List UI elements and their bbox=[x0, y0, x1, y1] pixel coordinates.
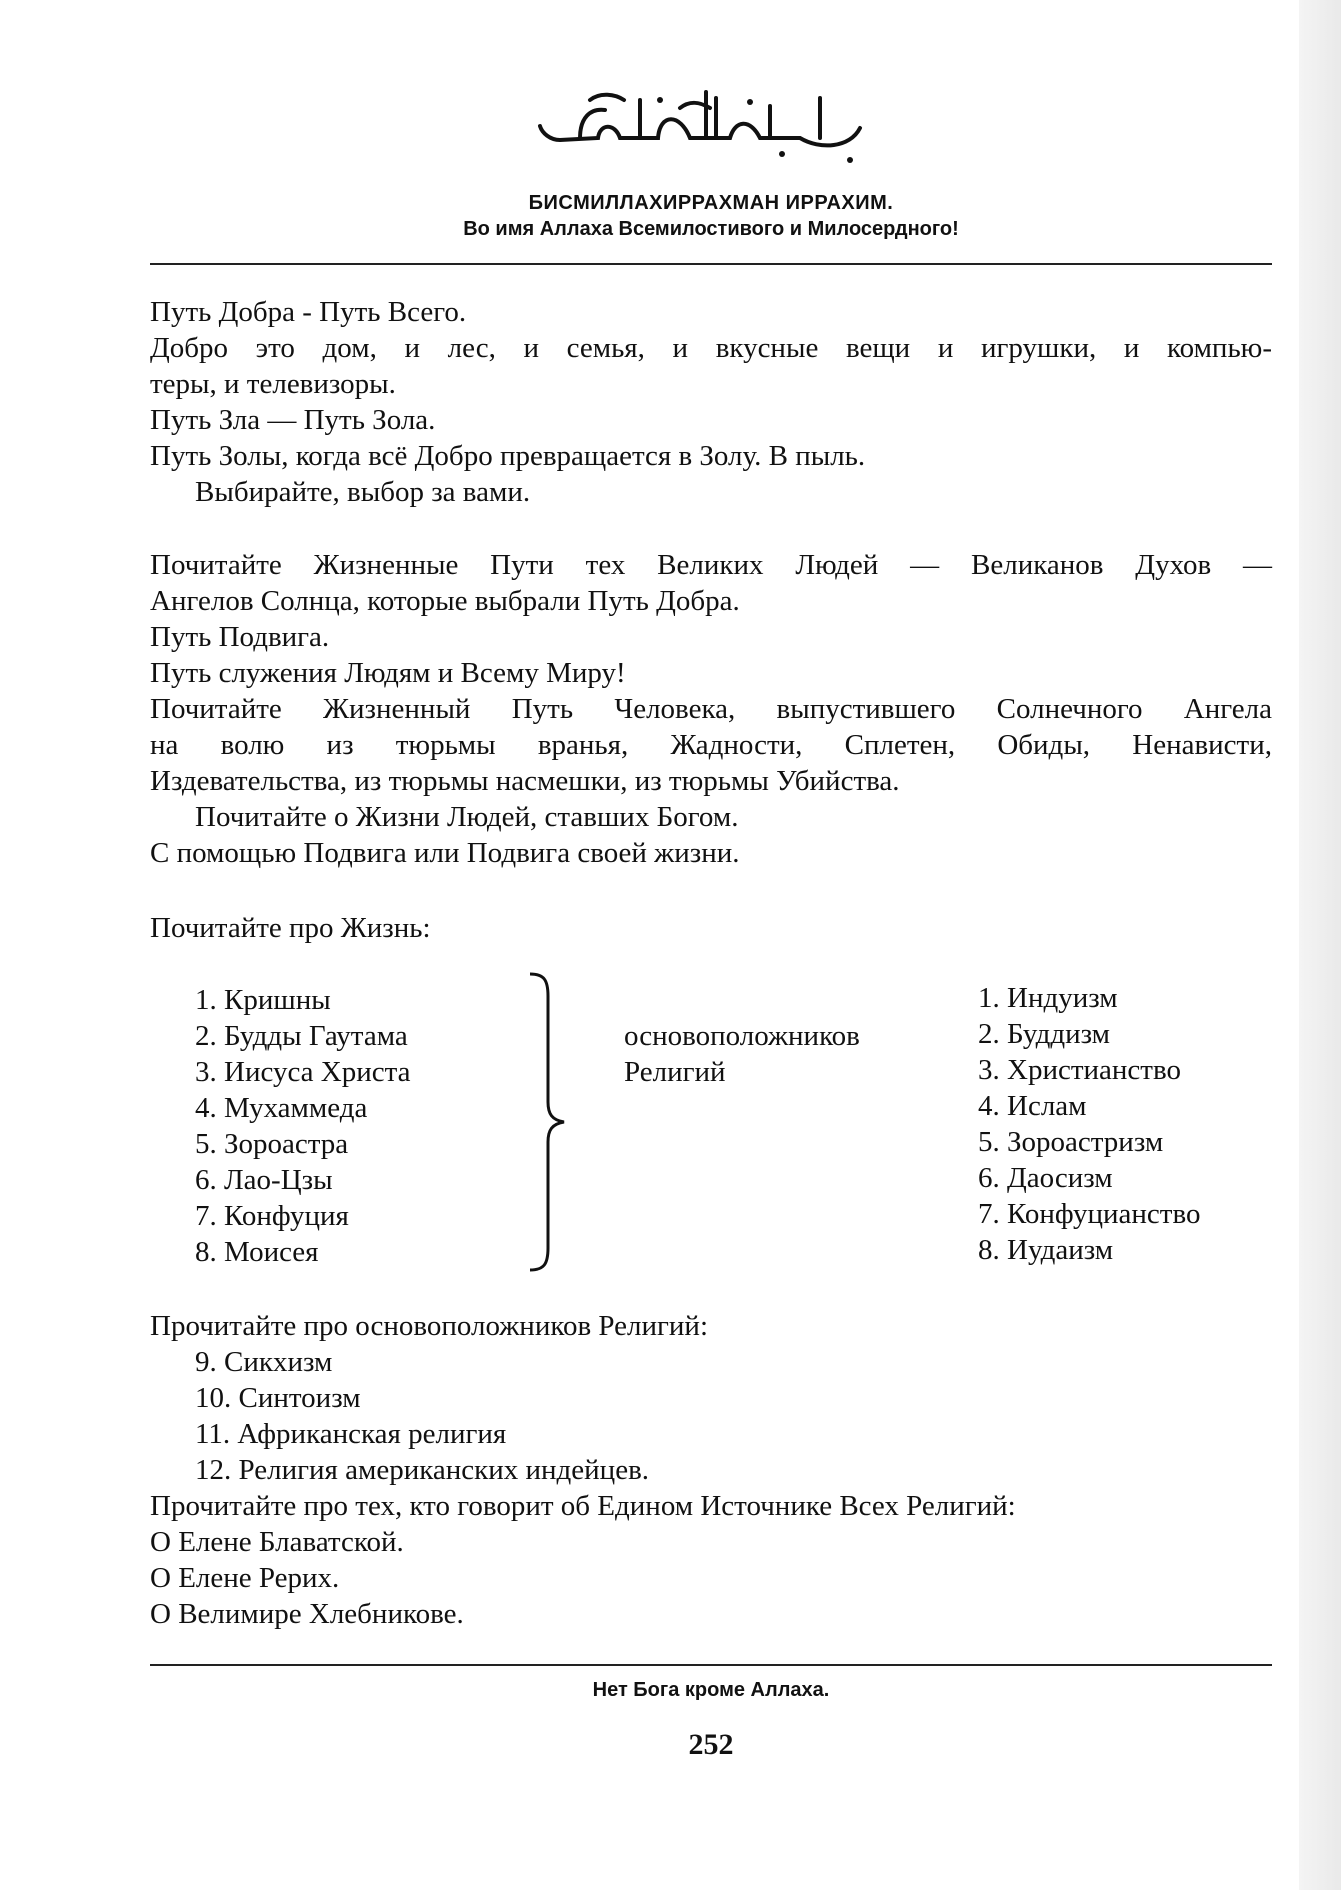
text-line: Почитайте о Жизни Людей, ставших Богом. bbox=[195, 801, 739, 833]
founder-item: 5. Зороастра bbox=[195, 1128, 349, 1160]
religion-item: 3. Христианство bbox=[978, 1054, 1181, 1086]
religion-item: 5. Зороастризм bbox=[978, 1126, 1164, 1158]
text-line: Путь Зла — Путь Зола. bbox=[150, 404, 436, 436]
founder-item: 3. Иисуса Христа bbox=[195, 1056, 411, 1088]
text-line: Выбирайте, выбор за вами. bbox=[195, 476, 531, 508]
text-line: на волю из тюрьмы вранья, Жадности, Сплетен, Обиды, Ненависти, bbox=[150, 729, 1272, 761]
founder-item: 4. Мухаммеда bbox=[195, 1092, 368, 1124]
text-line: Почитайте про Жизнь: bbox=[150, 912, 431, 944]
middle-label: Религий bbox=[624, 1056, 726, 1088]
text-line: Издевательства, из тюрьмы насмешки, из тюрьмы Убийства. bbox=[150, 765, 900, 797]
bismillah-calligraphy-icon bbox=[520, 78, 880, 170]
religion-item: 7. Конфуцианство bbox=[978, 1198, 1201, 1230]
middle-label: основоположников bbox=[624, 1020, 860, 1052]
list-item: 12. Религия американских индейцев. bbox=[195, 1454, 650, 1486]
founder-item: 2. Будды Гаутама bbox=[195, 1020, 408, 1052]
list-item: 11. Африканская религия bbox=[195, 1418, 507, 1450]
founder-item: 1. Кришны bbox=[195, 984, 331, 1016]
text-line: Путь Золы, когда всё Добро превращается в Золу. В пыль. bbox=[150, 440, 866, 472]
text-line: Путь Подвига. bbox=[150, 621, 330, 653]
founder-item: 8. Моисея bbox=[195, 1236, 319, 1268]
header-translation: Во имя Аллаха Всемилостивого и Милосердного! bbox=[463, 218, 959, 240]
religion-item: 1. Индуизм bbox=[978, 982, 1118, 1014]
text-line: Путь Добра - Путь Всего. bbox=[150, 296, 467, 328]
top-divider bbox=[150, 263, 1272, 265]
text-line: Прочитайте про основоположников Религий: bbox=[150, 1310, 709, 1342]
right-brace-icon bbox=[528, 972, 568, 1272]
religion-item: 6. Даосизм bbox=[978, 1162, 1113, 1194]
page-edge-shadow bbox=[1299, 0, 1341, 1890]
page-number: 252 bbox=[688, 1728, 734, 1761]
text-line: С помощью Подвига или Подвига своей жизни. bbox=[150, 837, 740, 869]
text-line: Путь служения Людям и Всему Миру! bbox=[150, 657, 626, 689]
footer-text: Нет Бога кроме Аллаха. bbox=[592, 1679, 830, 1701]
text-line: Почитайте Жизненные Пути тех Великих Людей — Великанов Духов — bbox=[150, 549, 1272, 581]
list-item: О Елене Рерих. bbox=[150, 1562, 340, 1594]
list-item: О Велимире Хлебникове. bbox=[150, 1598, 464, 1630]
religion-item: 8. Иудаизм bbox=[978, 1234, 1114, 1266]
religion-item: 2. Буддизм bbox=[978, 1018, 1111, 1050]
founder-item: 7. Конфуция bbox=[195, 1200, 349, 1232]
text-line: Добро это дом, и лес, и семья, и вкусные вещи и игрушки, и компью- bbox=[150, 332, 1272, 364]
text-line: Ангелов Солнца, которые выбрали Путь Добра. bbox=[150, 585, 740, 617]
bottom-divider bbox=[150, 1664, 1272, 1666]
list-item: О Елене Блаватской. bbox=[150, 1526, 404, 1558]
text-line: Прочитайте про тех, кто говорит об Едином Источнике Всех Религий: bbox=[150, 1490, 1016, 1522]
list-item: 9. Сикхизм bbox=[195, 1346, 333, 1378]
religion-item: 4. Ислам bbox=[978, 1090, 1087, 1122]
list-item: 10. Синтоизм bbox=[195, 1382, 361, 1414]
founder-item: 6. Лао-Цзы bbox=[195, 1164, 333, 1196]
header-transliteration: БИСМИЛЛАХИРРАХМАН ИРРАХИМ. bbox=[528, 192, 894, 214]
text-line: теры, и телевизоры. bbox=[150, 368, 396, 400]
text-line: Почитайте Жизненный Путь Человека, выпустившего Солнечного Ангела bbox=[150, 693, 1272, 725]
